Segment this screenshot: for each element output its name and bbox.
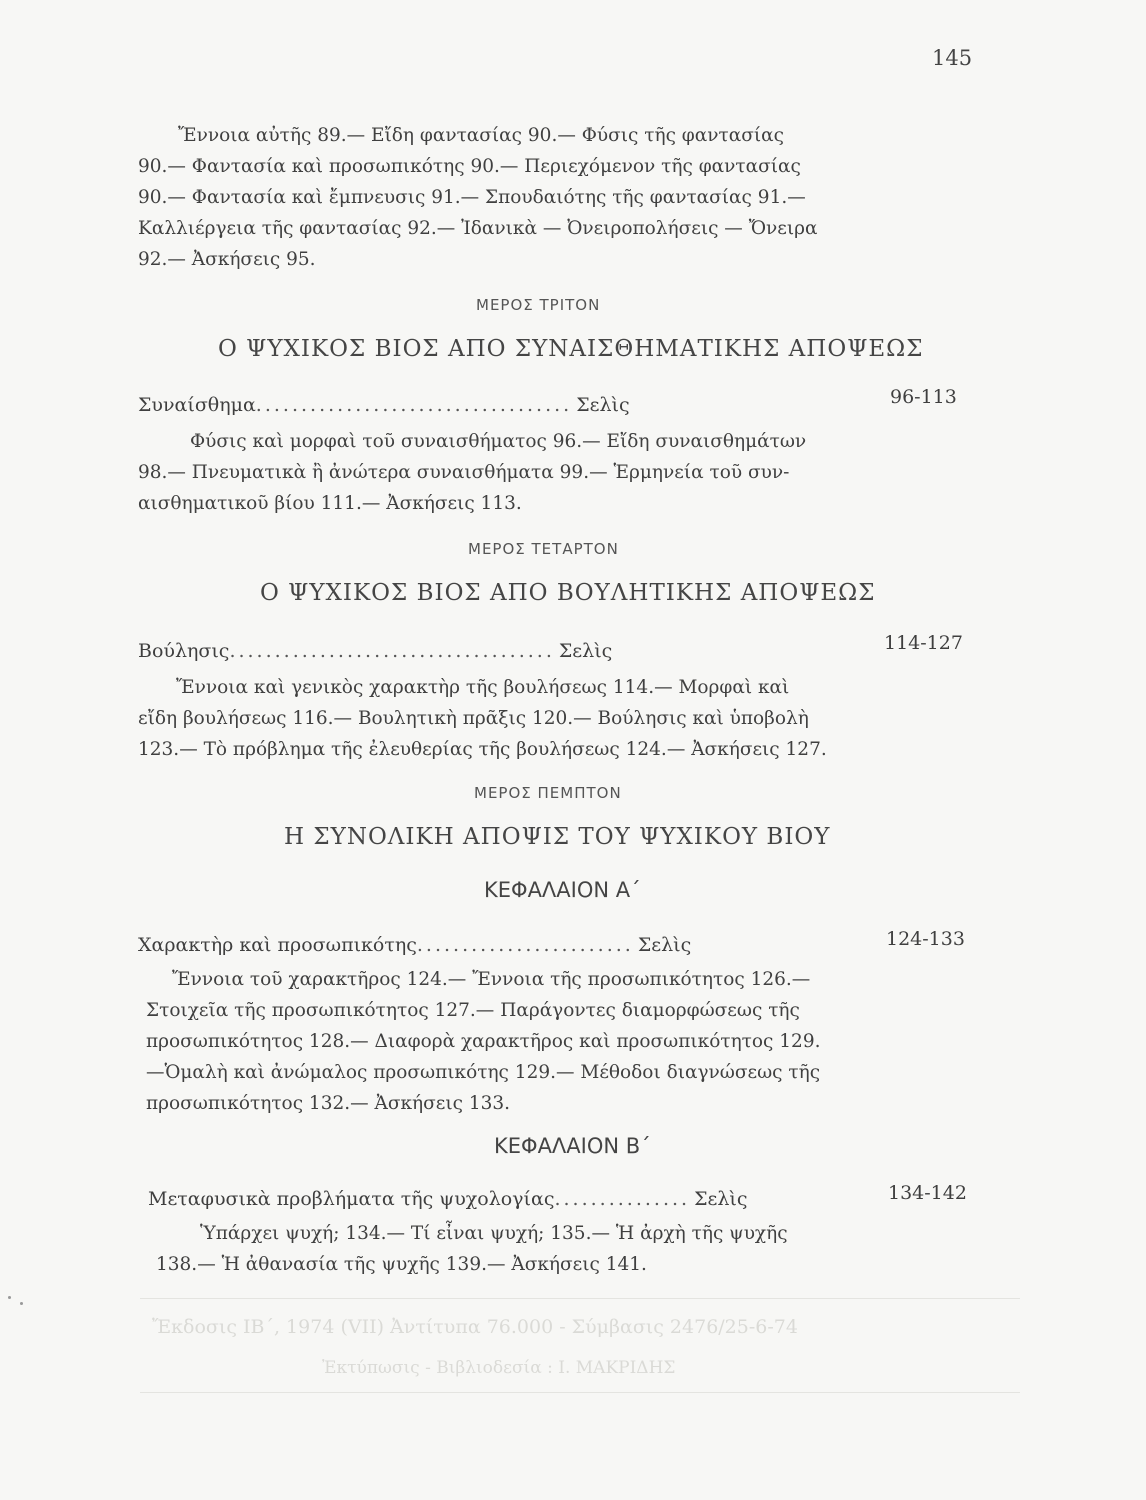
page-range: 96-113 xyxy=(890,386,957,408)
toc-entry-metafysika[interactable] xyxy=(148,1188,747,1210)
part3-title: Ο ΨΥΧΙΚΟΣ ΒΙΟΣ ΑΠΟ ΣΥΝΑΙΣΘΗΜΑΤΙΚΗΣ ΑΠΟΨΕΩΣ xyxy=(218,336,924,362)
part3-summary xyxy=(138,426,806,519)
chapter-a-summary xyxy=(146,964,820,1119)
page-number: 145 xyxy=(932,46,973,70)
part4-label: ΜΕΡΟΣ ΤΕΤΑΡΤΟΝ xyxy=(468,540,619,558)
selis-label: Σελὶς xyxy=(558,640,613,662)
entry-title: Χαρακτὴρ καὶ προσωπικότης xyxy=(138,934,417,956)
page-range: 124-133 xyxy=(886,928,965,950)
dot-leader: .................................... xyxy=(229,640,555,662)
summary-line: Ἔννοια τοῦ χαρακτῆρος 124.— Ἔννοια τῆς προσωπικότητος 126.— xyxy=(172,969,811,990)
page-range: 134-142 xyxy=(888,1182,967,1204)
part5-title: Η ΣΥΝΟΛΙΚΗ ΑΠΟΨΙΣ ΤΟΥ ΨΥΧΙΚΟΥ ΒΙΟΥ xyxy=(284,824,831,850)
summary-line: προσωπικότητος 132.— Ἀσκήσεις 133. xyxy=(146,1093,511,1114)
chapter-b-summary xyxy=(156,1218,788,1280)
part5-label: ΜΕΡΟΣ ΠΕΜΠΤΟΝ xyxy=(474,784,622,802)
chapter-a-heading: ΚΕΦΑΛΑΙΟΝ Α΄ xyxy=(484,878,641,902)
entry-title: Συναίσθημα xyxy=(138,394,256,416)
summary-line: Ὑπάρχει ψυχή; 134.— Τί εἶναι ψυχή; 135.— Ἡ ἀρχὴ τῆς ψυχῆς xyxy=(200,1223,788,1244)
dot-leader: ................................... xyxy=(255,394,573,416)
show-through-divider xyxy=(140,1392,1020,1393)
show-through-divider xyxy=(140,1298,1020,1299)
toc-entry-charaktir[interactable] xyxy=(138,934,691,956)
summary-line: αισθηματικοῦ βίου 111.— Ἀσκήσεις 113. xyxy=(138,493,522,514)
toc-entry-synaisthima[interactable] xyxy=(138,394,630,416)
dot-leader: ............... xyxy=(554,1188,691,1210)
entry-title: Μεταφυσικὰ προβλήματα τῆς ψυχολογίας xyxy=(148,1188,555,1210)
selis-label: Σελὶς xyxy=(576,394,630,416)
part2-summary xyxy=(138,120,817,275)
page-range: 114-127 xyxy=(884,632,963,654)
summary-line: προσωπικότητος 128.— Διαφορὰ χαρακτῆρος καὶ προσωπικότητος 129. xyxy=(146,1031,821,1052)
summary-line: Φύσις καὶ μορφαὶ τοῦ συναισθήματος 96.— Εἴδη συναισθημάτων xyxy=(190,431,807,452)
toc-entry-voulisis[interactable] xyxy=(138,640,612,662)
summary-line: Ἔννοια καὶ γενικὸς χαρακτὴρ τῆς βουλήσεως 114.— Μορφαὶ καὶ xyxy=(176,677,790,698)
part3-label: ΜΕΡΟΣ ΤΡΙΤΟΝ xyxy=(476,296,601,314)
summary-line: Στοιχεῖα τῆς προσωπικότητος 127.— Παράγοντες διαμορφώσεως τῆς xyxy=(146,1000,800,1021)
summary-line: 90.— Φαντασία καὶ προσωπικότης 90.— Περιεχόμενον τῆς φαντασίας xyxy=(138,156,801,177)
selis-label: Σελὶς xyxy=(694,1188,748,1210)
dot-leader: ........................ xyxy=(416,934,634,956)
summary-line: 123.— Τὸ πρόβλημα τῆς ἐλευθερίας τῆς βουλήσεως 124.— Ἀσκήσεις 127. xyxy=(138,739,827,760)
show-through-imprint: Ἔκδοσις ΙΒ΄, 1974 (VII) Ἀντίτυπα 76.000 - Σύμβασις 2476/25-6-74 xyxy=(152,1316,798,1338)
summary-line: Καλλιέργεια τῆς φαντασίας 92.— Ἰδανικὰ — Ὀνειροπολήσεις — Ὄνειρα xyxy=(138,218,818,239)
chapter-b-heading: ΚΕΦΑΛΑΙΟΝ Β΄ xyxy=(494,1134,651,1158)
speck-mark xyxy=(8,1296,11,1299)
selis-label: Σελὶς xyxy=(637,934,692,956)
entry-title: Βούλησις xyxy=(138,640,230,662)
summary-line: Ἔννοια αὐτῆς 89.— Εἴδη φαντασίας 90.— Φύσις τῆς φαντασίας xyxy=(178,125,784,146)
summary-line: 90.— Φαντασία καὶ ἔμπνευσις 91.— Σπουδαιότης τῆς φαντασίας 91.— xyxy=(138,187,806,208)
summary-line: εἴδη βουλήσεως 116.— Βουλητικὴ πρᾶξις 120.— Βούλησις καὶ ὑποβολὴ xyxy=(138,708,809,729)
part4-summary xyxy=(138,672,827,765)
summary-line: 98.— Πνευματικὰ ἢ ἀνώτερα συναισθήματα 99.— Ἑρμηνεία τοῦ συν- xyxy=(138,462,790,483)
summary-line: 92.— Ἀσκήσεις 95. xyxy=(138,249,316,270)
speck-mark xyxy=(20,1302,23,1305)
summary-line: —Ὁμαλὴ καὶ ἀνώμαλος προσωπικότης 129.— Μέθοδοι διαγνώσεως τῆς xyxy=(146,1062,821,1083)
summary-line: 138.— Ἡ ἀθανασία τῆς ψυχῆς 139.— Ἀσκήσεις 141. xyxy=(156,1254,647,1275)
show-through-printer: Ἐκτύπωσις - Βιβλιοδεσία : Ι. ΜΑΚΡΙΔΗΣ xyxy=(322,1358,676,1378)
part4-title: Ο ΨΥΧΙΚΟΣ ΒΙΟΣ ΑΠΟ ΒΟΥΛΗΤΙΚΗΣ ΑΠΟΨΕΩΣ xyxy=(260,580,876,606)
